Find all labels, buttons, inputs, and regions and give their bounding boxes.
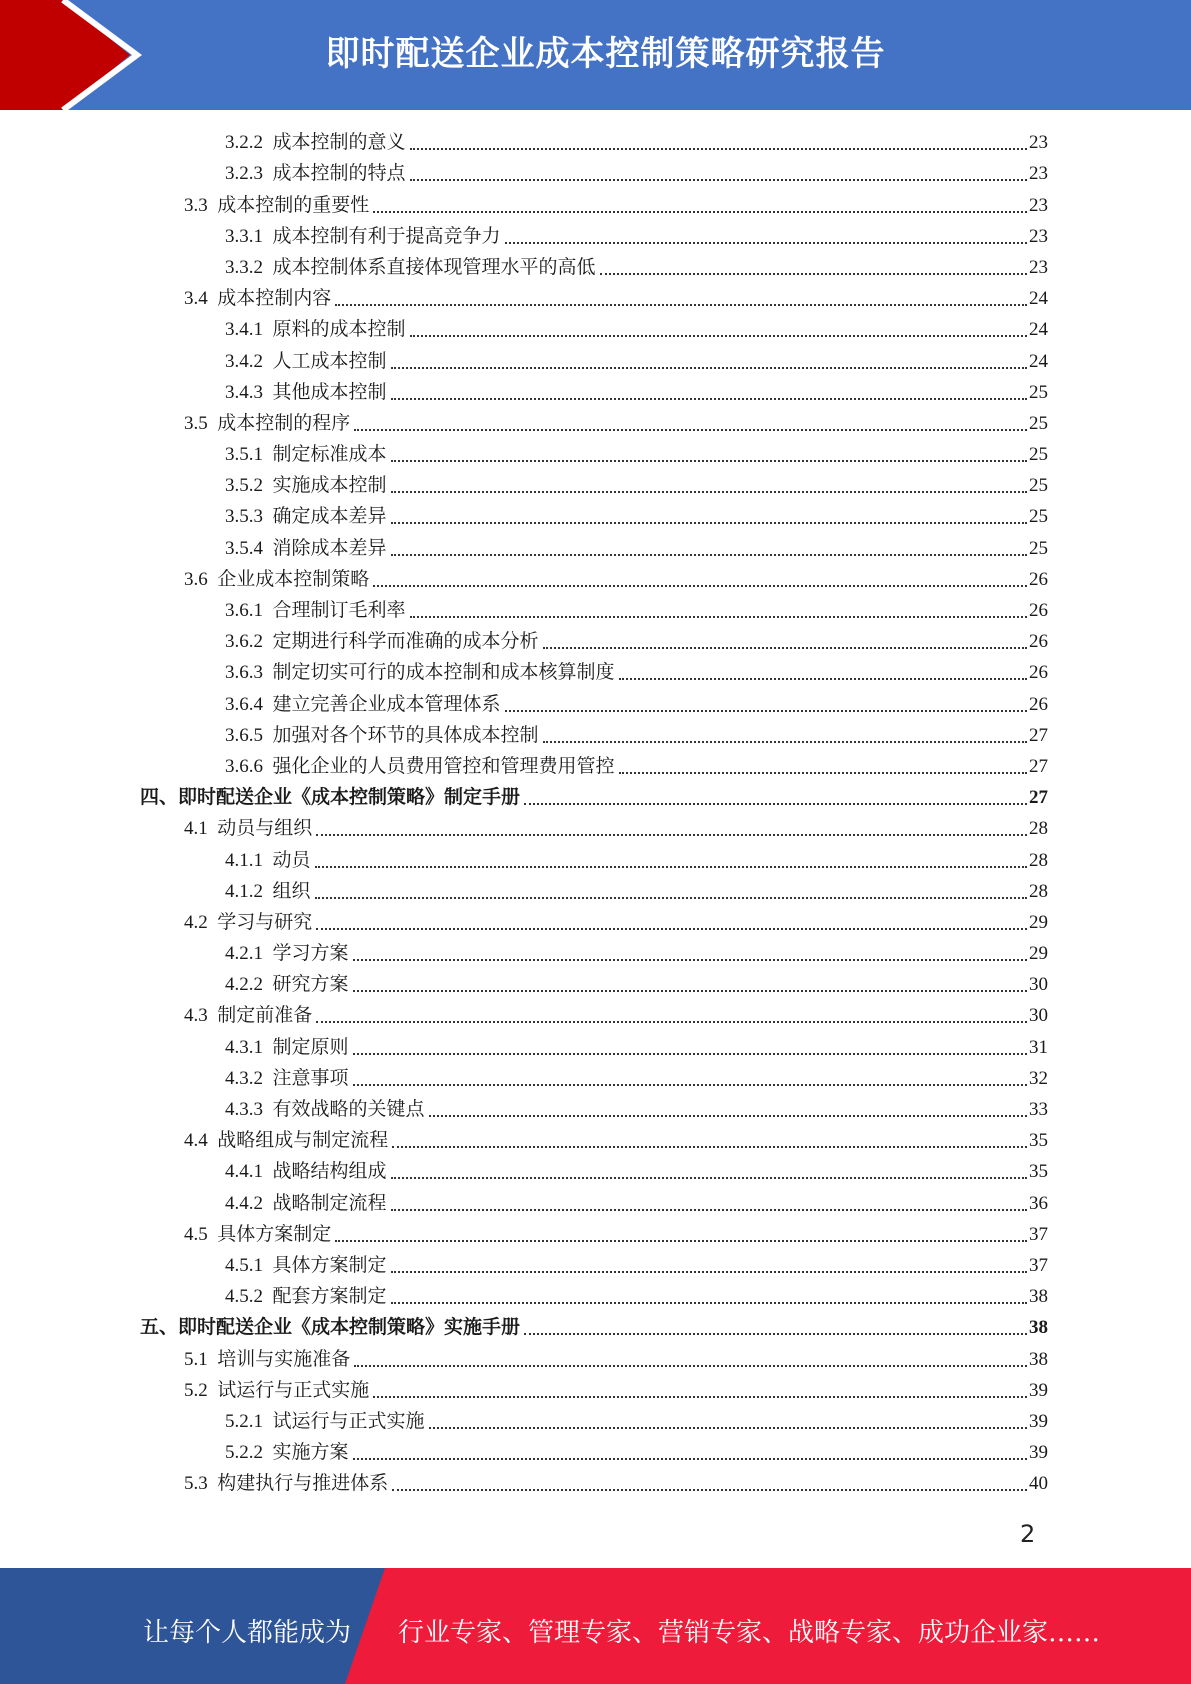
toc-entry-title: 有效战略的关键点 bbox=[272, 1099, 425, 1120]
toc-entry[interactable] bbox=[140, 564, 1048, 595]
toc-entry-title: 实施成本控制 bbox=[272, 475, 387, 497]
toc-entry-number: 4.2.2 bbox=[225, 974, 263, 996]
toc-entry-page: 35 bbox=[1029, 1161, 1048, 1183]
toc-number-spacer bbox=[263, 693, 273, 717]
toc-dot-leader bbox=[391, 367, 1027, 369]
toc-entry[interactable] bbox=[140, 1219, 1048, 1250]
toc-dot-leader bbox=[373, 585, 1027, 587]
toc-number-spacer bbox=[208, 817, 218, 841]
toc-entry[interactable] bbox=[140, 876, 1048, 907]
toc-entry[interactable] bbox=[140, 1063, 1048, 1094]
toc-dot-leader bbox=[353, 990, 1027, 992]
toc-entry-title: 学习与研究 bbox=[217, 911, 313, 933]
toc-entry[interactable] bbox=[140, 1187, 1048, 1218]
toc-entry[interactable] bbox=[140, 907, 1048, 938]
toc-number-spacer bbox=[263, 724, 273, 748]
toc-entry-number: 4.3.2 bbox=[225, 1067, 263, 1089]
toc-entry-page: 28 bbox=[1029, 849, 1048, 871]
toc-entry-page: 38 bbox=[1029, 1286, 1048, 1308]
toc-entry[interactable] bbox=[140, 221, 1048, 252]
toc-entry-number: 3.2.2 bbox=[225, 132, 263, 154]
toc-entry[interactable] bbox=[140, 938, 1048, 969]
toc-number-spacer bbox=[263, 131, 273, 155]
toc-entry-page: 31 bbox=[1029, 1036, 1048, 1058]
toc-entry-page: 37 bbox=[1029, 1254, 1048, 1276]
toc-dot-leader bbox=[391, 460, 1027, 462]
toc-entry-title: 配套方案制定 bbox=[272, 1286, 387, 1308]
toc-entry-title: 定期进行科学而准确的成本分析 bbox=[272, 631, 539, 653]
toc-entry-number: 3.5.4 bbox=[225, 537, 263, 559]
toc-entry-page: 30 bbox=[1029, 1005, 1048, 1027]
toc-entry-page: 39 bbox=[1029, 1379, 1048, 1401]
toc-entry-title: 研究方案 bbox=[272, 974, 349, 996]
toc-number-spacer bbox=[263, 880, 273, 904]
toc-entry-number: 4.5 bbox=[184, 1223, 208, 1245]
toc-entry-page: 24 bbox=[1029, 288, 1048, 310]
toc-entry-page: 23 bbox=[1029, 194, 1048, 216]
toc-entry-number: 4.5.2 bbox=[225, 1286, 263, 1308]
toc-entry-number: 3.3.2 bbox=[225, 256, 263, 278]
toc-entry[interactable] bbox=[140, 626, 1048, 657]
toc-number-spacer bbox=[208, 1004, 218, 1028]
toc-entry[interactable] bbox=[140, 969, 1048, 1000]
toc-entry-page: 29 bbox=[1029, 943, 1048, 965]
toc-entry-title: 构建执行与推进体系 bbox=[217, 1473, 389, 1495]
toc-entry-title: 成本控制的意义 bbox=[272, 132, 406, 154]
toc-number-spacer bbox=[263, 1441, 273, 1465]
toc-entry[interactable] bbox=[140, 127, 1048, 158]
toc-entry[interactable] bbox=[140, 1406, 1048, 1437]
toc-entry[interactable] bbox=[140, 844, 1048, 875]
toc-entry-page: 25 bbox=[1029, 506, 1048, 528]
toc-number-spacer bbox=[263, 225, 273, 249]
document-title: 即时配送企业成本控制策略研究报告 bbox=[325, 34, 886, 74]
toc-entry-title: 成本控制的特点 bbox=[272, 163, 406, 185]
toc-number-spacer bbox=[263, 942, 273, 966]
toc-dot-leader bbox=[391, 1271, 1027, 1273]
toc-entry-page: 30 bbox=[1029, 974, 1048, 996]
toc-entry[interactable] bbox=[140, 158, 1048, 189]
toc-dot-leader bbox=[391, 1209, 1027, 1211]
toc-entry-number: 4.4 bbox=[184, 1130, 208, 1152]
toc-entry-title: 强化企业的人员费用管控和管理费用管控 bbox=[272, 755, 615, 777]
toc-entry-page: 23 bbox=[1029, 163, 1048, 185]
toc-number-spacer bbox=[208, 194, 218, 218]
toc-dot-leader bbox=[391, 522, 1027, 524]
toc-entry-page: 29 bbox=[1029, 911, 1048, 933]
toc-entry-number: 4.3 bbox=[184, 1005, 208, 1027]
toc-entry-title: 战略制定流程 bbox=[272, 1192, 387, 1214]
toc-entry-number: 3.4.3 bbox=[225, 381, 263, 403]
toc-number-spacer bbox=[263, 849, 273, 873]
toc-entry-page: 28 bbox=[1029, 880, 1048, 902]
toc-dot-leader bbox=[316, 1021, 1027, 1023]
toc-entry-page: 25 bbox=[1029, 475, 1048, 497]
toc-entry-title: 其他成本控制 bbox=[272, 381, 387, 403]
toc-entry[interactable] bbox=[140, 501, 1048, 532]
toc-entry[interactable] bbox=[140, 1468, 1048, 1499]
toc-entry[interactable] bbox=[140, 345, 1048, 376]
toc-dot-leader bbox=[391, 1177, 1027, 1179]
toc-dot-leader bbox=[392, 1489, 1027, 1491]
toc-entry-page: 26 bbox=[1029, 568, 1048, 590]
toc-entry-page: 25 bbox=[1029, 412, 1048, 434]
toc-entry-title: 制定原则 bbox=[272, 1036, 349, 1058]
toc-entry-page: 40 bbox=[1029, 1473, 1048, 1495]
toc-number-spacer bbox=[263, 755, 273, 779]
toc-entry[interactable] bbox=[140, 1125, 1048, 1156]
toc-entry-number: 3.5.1 bbox=[225, 444, 263, 466]
toc-dot-leader bbox=[505, 710, 1027, 712]
toc-entry[interactable] bbox=[140, 688, 1048, 719]
toc-dot-leader bbox=[524, 1333, 1027, 1335]
toc-entry-page: 39 bbox=[1029, 1410, 1048, 1432]
toc-number-spacer bbox=[263, 474, 273, 498]
toc-number-spacer bbox=[263, 599, 273, 623]
toc-entry-number: 3.5.2 bbox=[225, 475, 263, 497]
toc-dot-leader bbox=[315, 897, 1027, 899]
toc-entry-page: 25 bbox=[1029, 537, 1048, 559]
toc-entry-title: 成本控制的重要性 bbox=[217, 194, 370, 216]
toc-number-spacer bbox=[263, 350, 273, 374]
toc-dot-leader bbox=[619, 678, 1027, 680]
footer-slogan-left: 让每个人都能成为 bbox=[143, 1618, 352, 1648]
toc-entry-number: 4.1.1 bbox=[225, 849, 263, 871]
toc-entry-number: 3.4 bbox=[184, 288, 208, 310]
toc-entry-number: 5.3 bbox=[184, 1473, 208, 1495]
toc-entry-page: 27 bbox=[1029, 787, 1048, 809]
toc-entry-title: 注意事项 bbox=[272, 1067, 349, 1089]
toc-number-spacer bbox=[208, 1379, 218, 1403]
toc-entry-number: 3.5.3 bbox=[225, 506, 263, 528]
toc-entry-title: 加强对各个环节的具体成本控制 bbox=[272, 724, 539, 746]
toc-dot-leader bbox=[410, 616, 1027, 618]
toc-number-spacer bbox=[208, 1129, 218, 1153]
toc-entry[interactable] bbox=[140, 720, 1048, 751]
toc-dot-leader bbox=[316, 834, 1027, 836]
toc-number-spacer bbox=[263, 1254, 273, 1278]
toc-entry[interactable] bbox=[140, 657, 1048, 688]
toc-number-spacer bbox=[263, 1160, 273, 1184]
toc-entry-number: 3.6.2 bbox=[225, 631, 263, 653]
toc-entry-title: 人工成本控制 bbox=[272, 350, 387, 372]
toc-entry-page: 26 bbox=[1029, 662, 1048, 684]
toc-entry[interactable] bbox=[140, 532, 1048, 563]
toc-entry-number: 4.3.3 bbox=[225, 1099, 263, 1120]
toc-entry-page: 27 bbox=[1029, 755, 1048, 777]
toc-entry-title: 四、即时配送企业《成本控制策略》制定手册 bbox=[140, 787, 521, 809]
toc-entry[interactable] bbox=[140, 1031, 1048, 1062]
toc-dot-leader bbox=[410, 179, 1027, 181]
toc-entry[interactable] bbox=[140, 1375, 1048, 1406]
toc-number-spacer bbox=[263, 162, 273, 186]
toc-entry-title: 合理制订毛利率 bbox=[272, 600, 406, 621]
toc-number-spacer bbox=[263, 1067, 273, 1091]
toc-entry-page: 24 bbox=[1029, 350, 1048, 372]
toc-dot-leader bbox=[543, 647, 1027, 649]
page-header bbox=[0, 0, 1191, 110]
toc-number-spacer bbox=[208, 287, 218, 311]
toc-entry-number: 3.6.1 bbox=[225, 600, 263, 621]
toc-entry-title: 原料的成本控制 bbox=[272, 319, 406, 341]
toc-entry-title: 建立完善企业成本管理体系 bbox=[272, 693, 501, 715]
toc-entry-number: 4.4.1 bbox=[225, 1161, 263, 1183]
toc-entry[interactable] bbox=[140, 314, 1048, 345]
toc-number-spacer bbox=[263, 1192, 273, 1216]
toc-entry-title: 实施方案 bbox=[272, 1442, 349, 1464]
toc-entry-number: 3.3 bbox=[184, 194, 208, 216]
toc-entry-number: 3.4.2 bbox=[225, 350, 263, 372]
toc-number-spacer bbox=[263, 1410, 273, 1434]
toc-entry-page: 35 bbox=[1029, 1130, 1048, 1152]
toc-entry-title: 制定前准备 bbox=[217, 1005, 313, 1027]
toc-entry-page: 28 bbox=[1029, 818, 1048, 840]
toc-entry-page: 38 bbox=[1029, 1317, 1048, 1339]
toc-entry-number: 3.6.6 bbox=[225, 755, 263, 777]
toc-entry[interactable] bbox=[140, 751, 1048, 782]
toc-number-spacer bbox=[263, 973, 273, 997]
toc-entry-page: 25 bbox=[1029, 444, 1048, 466]
toc-number-spacer bbox=[208, 911, 218, 935]
page-footer bbox=[0, 1568, 1191, 1684]
toc-entry-number: 3.2.3 bbox=[225, 163, 263, 185]
toc-dot-leader bbox=[335, 1240, 1027, 1242]
toc-entry[interactable] bbox=[140, 252, 1048, 283]
toc-entry-number: 5.1 bbox=[184, 1348, 208, 1370]
toc-number-spacer bbox=[263, 256, 273, 280]
toc-number-spacer bbox=[263, 537, 273, 561]
toc-entry-title: 战略结构组成 bbox=[272, 1161, 387, 1183]
toc-dot-leader bbox=[353, 1084, 1027, 1086]
toc-dot-leader bbox=[315, 866, 1027, 868]
toc-entry-title: 企业成本控制策略 bbox=[217, 568, 370, 590]
toc-number-spacer bbox=[208, 1348, 218, 1372]
toc-entry-page: 23 bbox=[1029, 225, 1048, 247]
toc-entry-number: 4.1.2 bbox=[225, 880, 263, 902]
toc-entry-number: 4.3.1 bbox=[225, 1036, 263, 1058]
toc-entry-title: 消除成本差异 bbox=[272, 537, 387, 559]
toc-entry[interactable] bbox=[140, 1312, 1048, 1343]
toc-entry-number: 3.6 bbox=[184, 568, 208, 590]
toc-entry-title: 成本控制的程序 bbox=[217, 412, 351, 434]
toc-entry[interactable] bbox=[140, 1250, 1048, 1281]
toc-dot-leader bbox=[373, 211, 1027, 213]
toc-entry-number: 3.6.5 bbox=[225, 724, 263, 746]
toc-dot-leader bbox=[391, 491, 1027, 493]
toc-dot-leader bbox=[524, 803, 1027, 805]
toc-entry[interactable] bbox=[140, 1343, 1048, 1374]
toc-entry-number: 5.2.1 bbox=[225, 1410, 263, 1432]
toc-entry-page: 36 bbox=[1029, 1192, 1048, 1214]
toc-entry-title: 组织 bbox=[272, 880, 311, 902]
toc-entry-title: 确定成本差异 bbox=[272, 506, 387, 528]
toc-entry-number: 5.2.2 bbox=[225, 1442, 263, 1464]
toc-entry-number: 3.6.4 bbox=[225, 693, 263, 715]
toc-entry[interactable] bbox=[140, 470, 1048, 501]
toc-entry-title: 具体方案制定 bbox=[217, 1223, 332, 1245]
toc-entry-title: 成本控制体系直接体现管理水平的高低 bbox=[272, 256, 596, 278]
toc-entry-title: 成本控制内容 bbox=[217, 288, 332, 310]
toc-number-spacer bbox=[263, 443, 273, 467]
toc-entry-number: 3.6.3 bbox=[225, 662, 263, 684]
toc-dot-leader bbox=[353, 959, 1027, 961]
toc-entry-title: 试运行与正式实施 bbox=[272, 1410, 425, 1432]
toc-entry-number: 3.5 bbox=[184, 412, 208, 434]
toc-entry[interactable] bbox=[140, 1437, 1048, 1468]
toc-entry-page: 24 bbox=[1029, 319, 1048, 341]
toc-entry-number: 5.2 bbox=[184, 1379, 208, 1401]
toc-dot-leader bbox=[353, 1053, 1027, 1055]
toc-entry-number: 4.5.1 bbox=[225, 1254, 263, 1276]
table-of-contents bbox=[140, 127, 1048, 1499]
toc-entry-title: 学习方案 bbox=[272, 943, 349, 965]
toc-number-spacer bbox=[263, 1036, 273, 1060]
toc-dot-leader bbox=[316, 928, 1027, 930]
toc-entry[interactable] bbox=[140, 283, 1048, 314]
toc-dot-leader bbox=[391, 398, 1027, 400]
page-number: 2 bbox=[1020, 1520, 1036, 1548]
toc-entry-title: 成本控制有利于提高竞争力 bbox=[272, 225, 501, 247]
toc-entry[interactable] bbox=[140, 782, 1048, 813]
toc-dot-leader bbox=[410, 148, 1027, 150]
toc-dot-leader bbox=[429, 1115, 1027, 1117]
toc-entry-page: 27 bbox=[1029, 724, 1048, 746]
toc-entry-number: 4.2 bbox=[184, 911, 208, 933]
toc-entry-number: 3.3.1 bbox=[225, 225, 263, 247]
toc-dot-leader bbox=[354, 1365, 1027, 1367]
toc-entry-page: 26 bbox=[1029, 693, 1048, 715]
toc-entry-page: 26 bbox=[1029, 631, 1048, 653]
toc-number-spacer bbox=[263, 1285, 273, 1309]
toc-dot-leader bbox=[353, 1458, 1027, 1460]
toc-entry-title: 动员 bbox=[272, 849, 311, 871]
toc-entry-number: 4.4.2 bbox=[225, 1192, 263, 1214]
toc-entry-page: 25 bbox=[1029, 381, 1048, 403]
toc-entry[interactable] bbox=[140, 377, 1048, 408]
toc-entry-title: 试运行与正式实施 bbox=[217, 1379, 370, 1401]
toc-number-spacer bbox=[263, 381, 273, 405]
toc-dot-leader bbox=[391, 1302, 1027, 1304]
toc-entry-title: 动员与组织 bbox=[217, 818, 313, 840]
toc-entry[interactable] bbox=[140, 813, 1048, 844]
toc-entry-number: 3.4.1 bbox=[225, 319, 263, 341]
toc-dot-leader bbox=[335, 304, 1027, 306]
toc-entry-page: 37 bbox=[1029, 1223, 1048, 1245]
toc-number-spacer bbox=[208, 412, 218, 436]
toc-dot-leader bbox=[392, 1146, 1027, 1148]
toc-dot-leader bbox=[543, 741, 1027, 743]
toc-entry[interactable] bbox=[140, 1281, 1048, 1312]
toc-entry[interactable] bbox=[140, 595, 1048, 626]
toc-entry[interactable] bbox=[140, 1094, 1048, 1125]
toc-entry-title: 制定标准成本 bbox=[272, 444, 387, 466]
footer-slogan-right: 行业专家、管理专家、营销专家、战略专家、成功企业家…… bbox=[398, 1618, 1101, 1648]
toc-entry-page: 32 bbox=[1029, 1067, 1048, 1089]
toc-dot-leader bbox=[505, 242, 1027, 244]
toc-number-spacer bbox=[208, 568, 218, 592]
toc-dot-leader bbox=[410, 335, 1027, 337]
toc-entry-number: 4.2.1 bbox=[225, 943, 263, 965]
toc-entry[interactable] bbox=[140, 439, 1048, 470]
toc-number-spacer bbox=[263, 505, 273, 529]
toc-entry-page: 33 bbox=[1029, 1099, 1048, 1120]
toc-entry-title: 具体方案制定 bbox=[272, 1254, 387, 1276]
toc-entry[interactable] bbox=[140, 189, 1048, 220]
toc-entry-page: 26 bbox=[1029, 600, 1048, 621]
toc-number-spacer bbox=[263, 661, 273, 685]
toc-number-spacer bbox=[263, 318, 273, 342]
toc-entry-page: 39 bbox=[1029, 1442, 1048, 1464]
toc-dot-leader bbox=[600, 273, 1027, 275]
toc-entry-page: 38 bbox=[1029, 1348, 1048, 1370]
toc-dot-leader bbox=[373, 1396, 1027, 1398]
toc-entry-title: 培训与实施准备 bbox=[217, 1348, 351, 1370]
toc-entry-page: 23 bbox=[1029, 256, 1048, 278]
toc-dot-leader bbox=[391, 554, 1027, 556]
toc-entry-number: 4.1 bbox=[184, 818, 208, 840]
toc-dot-leader bbox=[354, 429, 1027, 431]
toc-entry[interactable] bbox=[140, 408, 1048, 439]
toc-entry[interactable] bbox=[140, 1000, 1048, 1031]
toc-entry-title: 战略组成与制定流程 bbox=[217, 1130, 389, 1152]
toc-dot-leader bbox=[429, 1427, 1027, 1429]
toc-number-spacer bbox=[263, 1098, 273, 1122]
toc-number-spacer bbox=[208, 1223, 218, 1247]
toc-number-spacer bbox=[263, 630, 273, 654]
toc-entry-title: 制定切实可行的成本控制和成本核算制度 bbox=[272, 662, 615, 684]
toc-entry[interactable] bbox=[140, 1156, 1048, 1187]
toc-dot-leader bbox=[619, 772, 1027, 774]
toc-entry-title: 五、即时配送企业《成本控制策略》实施手册 bbox=[140, 1317, 521, 1339]
toc-entry-page: 23 bbox=[1029, 132, 1048, 154]
toc-number-spacer bbox=[208, 1472, 218, 1496]
